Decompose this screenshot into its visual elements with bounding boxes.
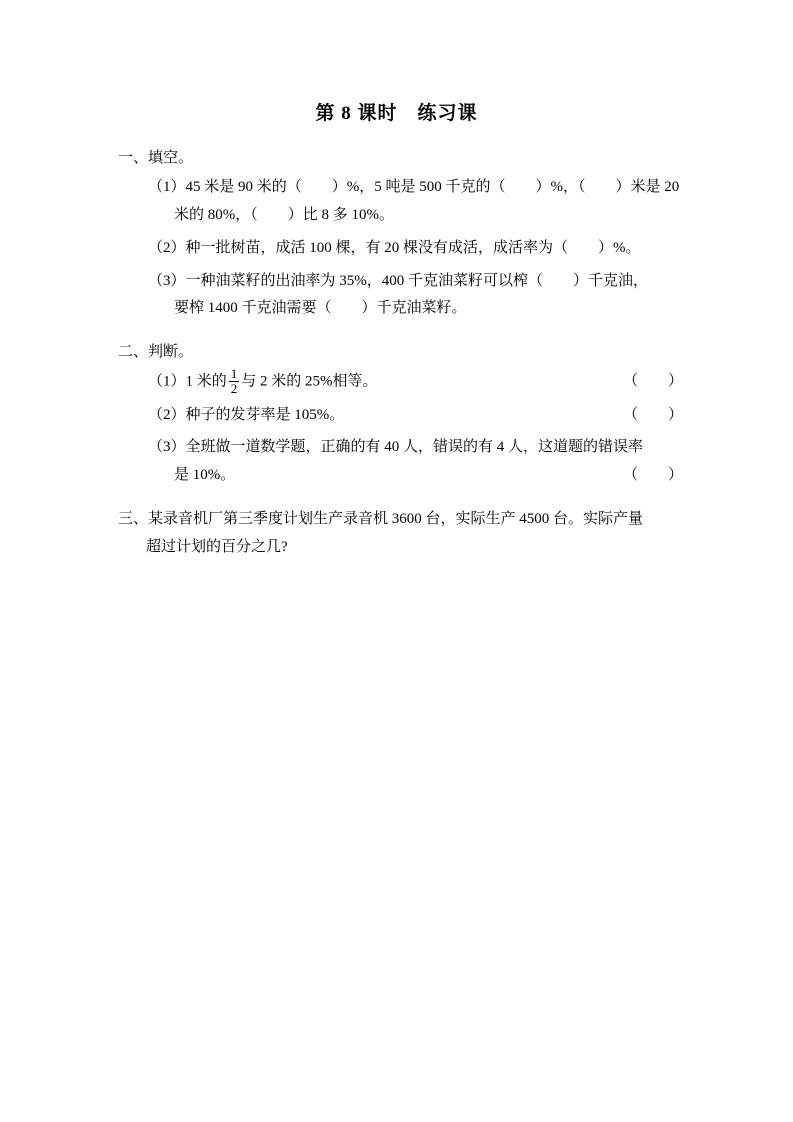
question-2-2-line1: 种子的发芽率是 105%。: [185, 406, 345, 423]
question-1-1-line1: 45 米是 90 米的（ ）%，5 吨是 500 千克的（ ）%，（ ）米是 20: [185, 179, 680, 196]
question-2-3: [148, 434, 683, 490]
question-1-2-label: （2）: [148, 239, 186, 256]
question-1-1: [148, 174, 683, 230]
question-2-1: [148, 368, 683, 396]
question-1-3-line2: 要榨 1400 千克油需要（ ）千克油菜籽。: [174, 300, 467, 317]
question-3-line2: 超过计划的百分之几?: [146, 538, 288, 555]
question-1-3: [148, 268, 683, 324]
section-heading-word-problem: 三、: [118, 510, 149, 527]
question-1-3-line1: 一种油菜籽的出油率为 35%，400 千克油菜籽可以榨（ ）千克油，: [185, 272, 649, 289]
question-1-1-line2: 米的 80%，（ ）比 8 多 10%。: [174, 207, 394, 223]
question-1-2: [148, 235, 683, 263]
section-heading-true-false: 二、判断。: [118, 344, 194, 360]
question-2-2-label: （2）: [148, 406, 186, 423]
worksheet-content: [0, 125, 793, 561]
question-1-2-line1: 种一批树苗，成活 100 棵，有 20 棵没有成活，成活率为（ ）%。: [185, 239, 641, 256]
question-2-3-label: （3）: [148, 439, 186, 456]
question-1-3-label: （3）: [148, 272, 186, 289]
question-2-2: [148, 402, 683, 430]
question-2-3-line1: 全班做一道数学题，正确的有 40 人，错误的有 4 人，这道题的错误率: [185, 439, 644, 456]
question-3: [118, 506, 683, 562]
question-3-line1: 某录音机厂第三季度计划生产录音机 3600 台，实际生产 4500 台。实际产量: [148, 510, 644, 527]
question-1-1-label: （1）: [148, 179, 186, 196]
fraction-denominator: 2: [230, 380, 238, 396]
page-title: 第 8 课时 练习课: [315, 103, 478, 124]
fraction-one-half: [229, 367, 240, 395]
question-2-1-text-after: 与 2 米的 25%相等。: [241, 373, 378, 390]
question-2-1-answer-blank[interactable]: （ ）: [622, 373, 683, 390]
question-2-1-text-before: 1 米的: [185, 373, 227, 390]
question-2-2-answer-blank[interactable]: （ ）: [622, 406, 683, 423]
section-heading-fill-in-blank: 一、填空。: [118, 150, 194, 166]
question-2-1-label: （1）: [148, 373, 186, 390]
fraction-numerator: 1: [230, 366, 238, 382]
question-2-3-answer-blank[interactable]: （ ）: [622, 467, 683, 484]
question-2-3-line2: 是 10%。: [174, 467, 236, 484]
